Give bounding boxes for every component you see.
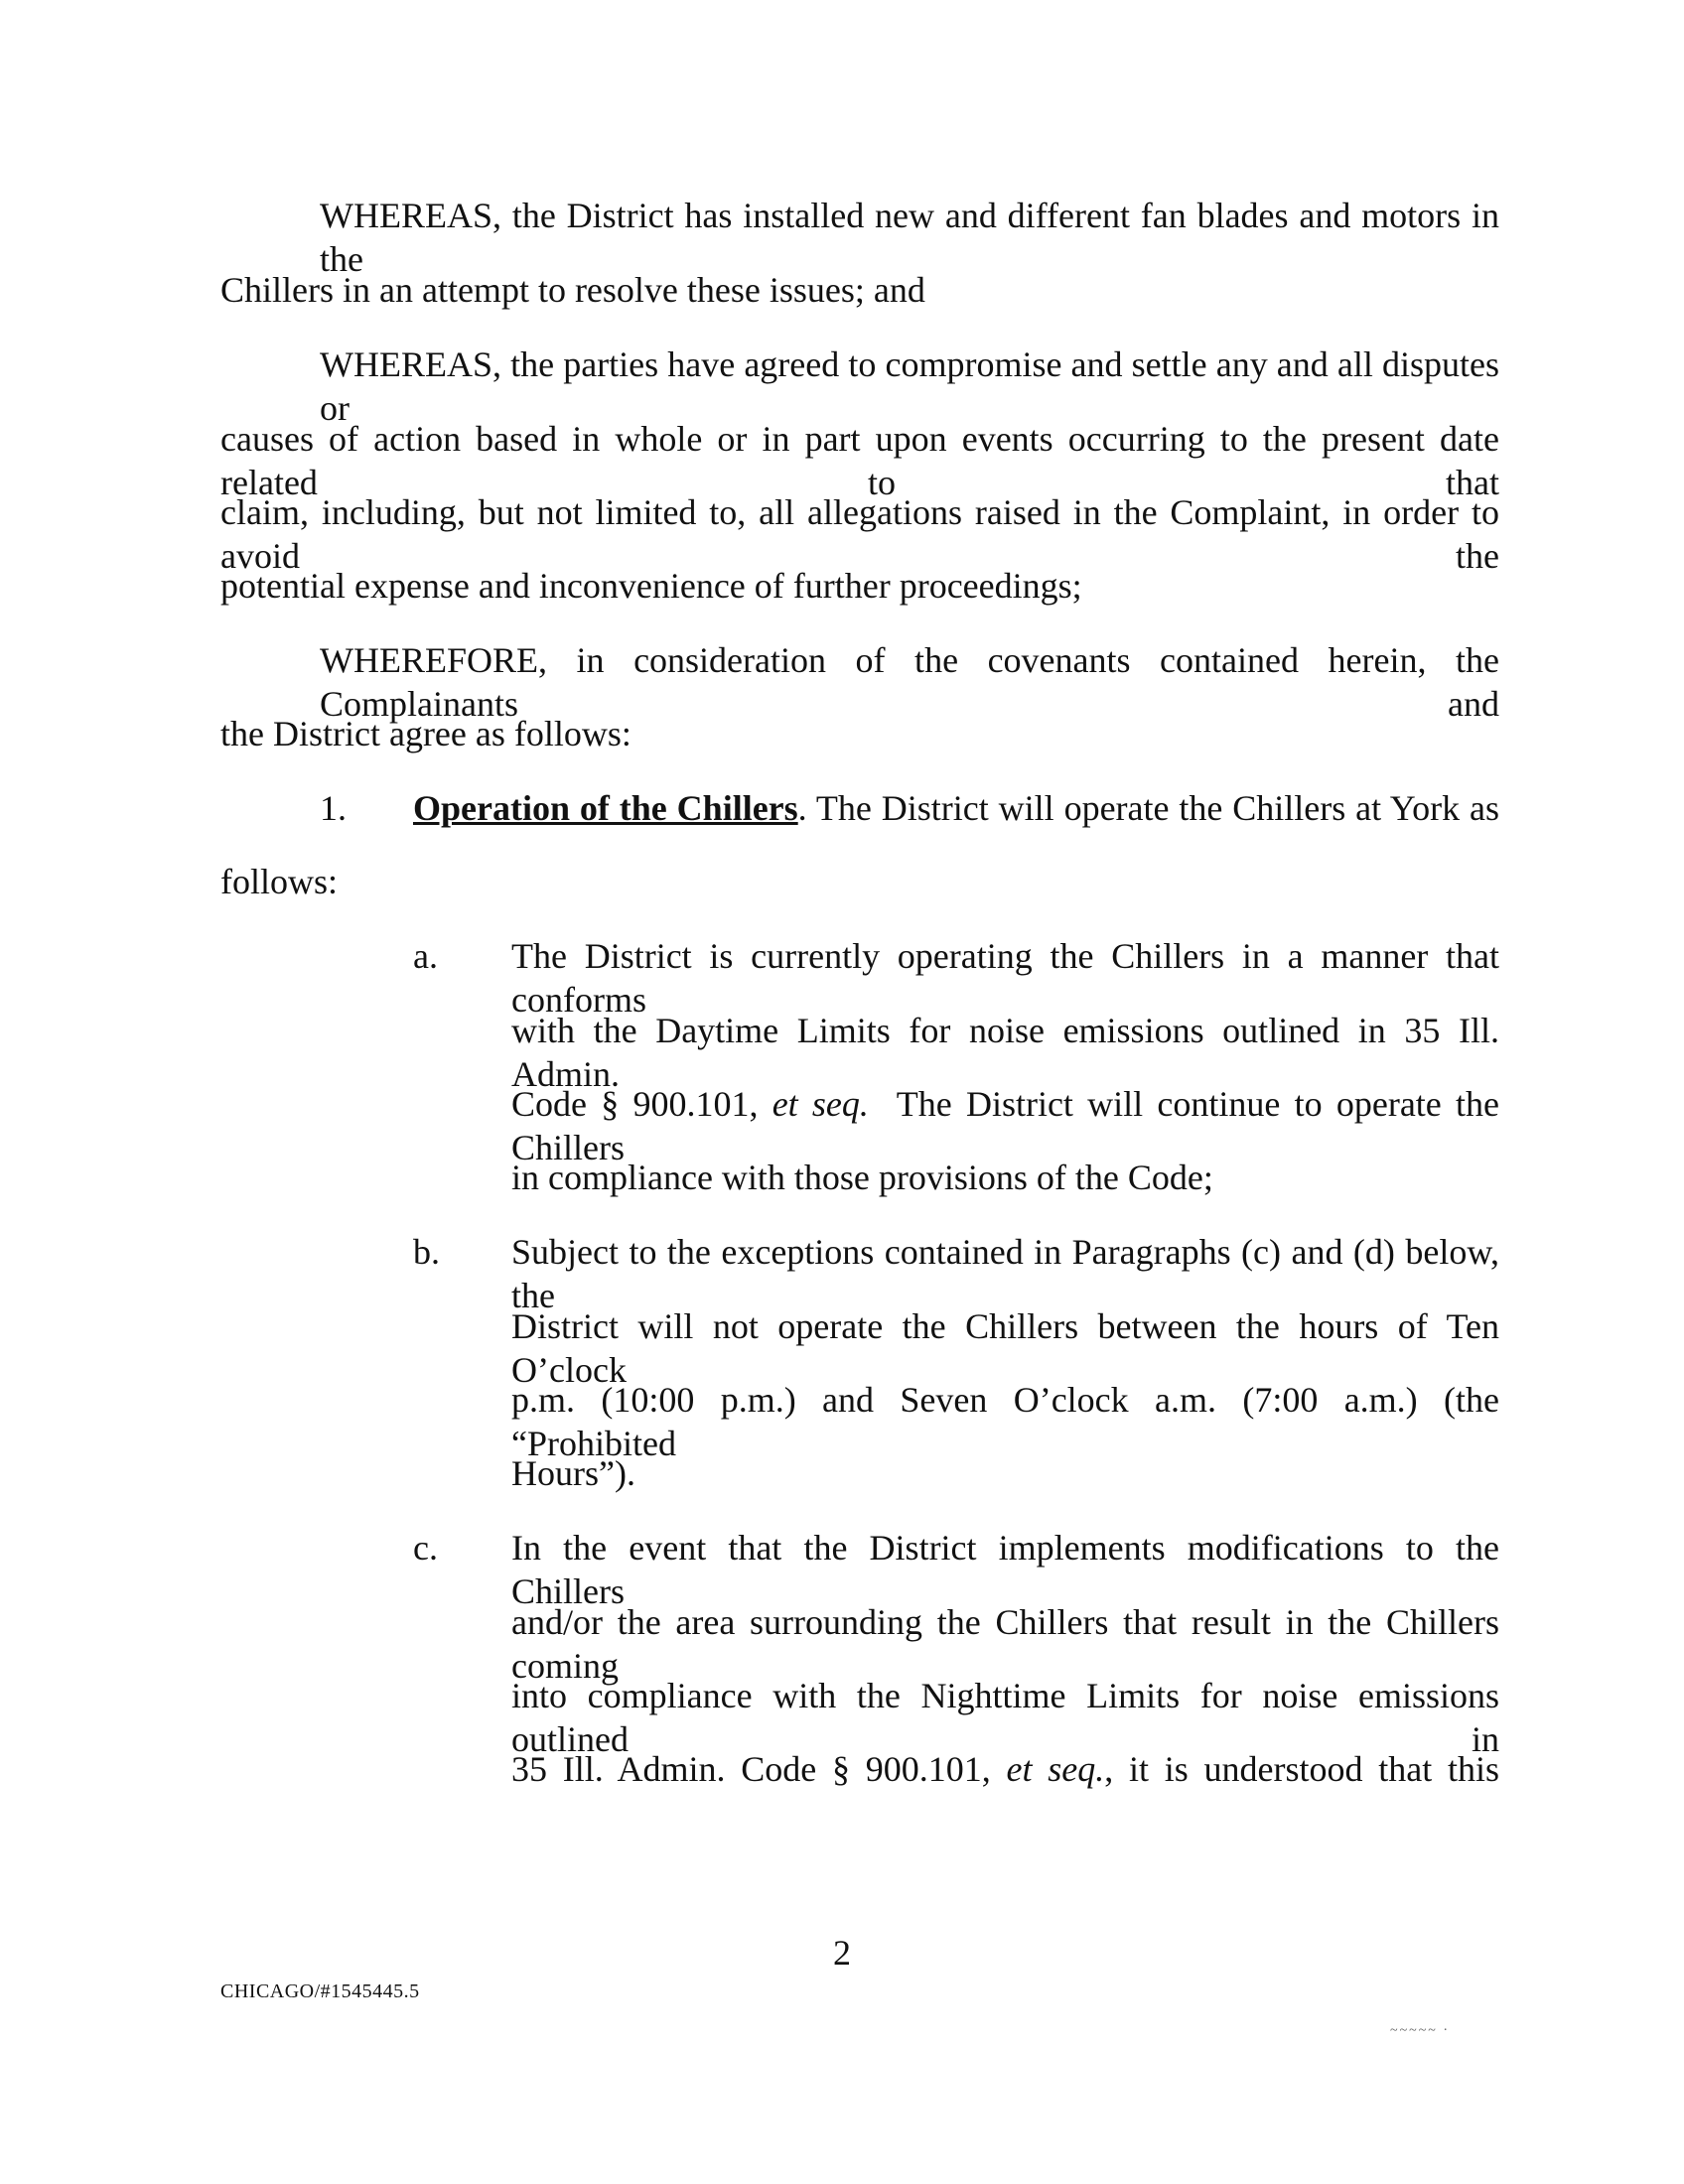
item-c-line-3: into compliance with the Nighttime Limits for noise emissions outlined in: [511, 1676, 1499, 1759]
item-a-line-4: in compliance with those provisions of the Code;: [511, 1158, 1213, 1197]
paragraph-wherefore-line-2: the District agree as follows:: [220, 714, 632, 753]
item-a-line-1: The District is currently operating the Chillers in a manner that conforms: [511, 936, 1499, 1020]
item-a-line-2: with the Daytime Limits for noise emissions outlined in 35 Ill. Admin.: [511, 1011, 1499, 1094]
document-id-footer: CHICAGO/#1545445.5: [220, 1980, 420, 2002]
section-1-continuation: follows:: [220, 862, 339, 901]
paragraph-whereas-1-line-2: Chillers in an attempt to resolve these issues; and: [220, 270, 925, 310]
section-number: 1.: [320, 788, 347, 828]
paragraph-whereas-2-line-3: claim, including, but not limited to, all allegations raised in the Complaint, in order to avoid the: [220, 492, 1499, 576]
item-b-line-2: District will not operate the Chillers between the hours of Ten O’clock: [511, 1306, 1499, 1390]
item-a-label: a.: [413, 936, 438, 976]
corner-mark: ~~~~~ ·: [1390, 2023, 1451, 2038]
paragraph-whereas-2-line-1: WHEREAS, the parties have agreed to compromise and settle any and all disputes or: [320, 344, 1499, 428]
paragraph-whereas-1-line-1: WHEREAS, the District has installed new and different fan blades and motors in the: [320, 196, 1499, 279]
item-b-line-1: Subject to the exceptions contained in Paragraphs (c) and (d) below, the: [511, 1232, 1499, 1315]
paragraph-whereas-2-line-2: causes of action based in whole or in part upon events occurring to the present date related to that: [220, 419, 1499, 502]
section-heading: Operation of the Chillers: [413, 788, 798, 828]
item-b-line-4: Hours”).: [511, 1453, 635, 1493]
section-1-heading-line: [413, 786, 1499, 830]
item-a-line-3: Code § 900.101, et seq. The District will continue to operate the Chillers: [511, 1084, 1499, 1167]
item-c-line-1: In the event that the District implements modifications to the Chillers: [511, 1528, 1499, 1611]
page-number: 2: [833, 1933, 851, 1973]
paragraph-whereas-2-line-4: potential expense and inconvenience of further proceedings;: [220, 566, 1082, 606]
item-c-line-2: and/or the area surrounding the Chillers that result in the Chillers coming: [511, 1602, 1499, 1686]
italic-et-seq: et seq.: [772, 1084, 869, 1124]
item-b-label: b.: [413, 1232, 440, 1272]
item-c-line-4: 35 Ill. Admin. Code § 900.101, et seq., it is understood that this: [511, 1749, 1500, 1789]
item-c-label: c.: [413, 1528, 438, 1568]
italic-et-seq: et seq.: [1006, 1749, 1105, 1789]
section-heading-after: . The District will operate the Chillers at York as: [797, 788, 1499, 828]
paragraph-wherefore-line-1: WHEREFORE, in consideration of the covenants contained herein, the Complainants and: [320, 640, 1499, 724]
item-b-line-3: p.m. (10:00 p.m.) and Seven O’clock a.m. (7:00 a.m.) (the “Prohibited: [511, 1380, 1499, 1463]
